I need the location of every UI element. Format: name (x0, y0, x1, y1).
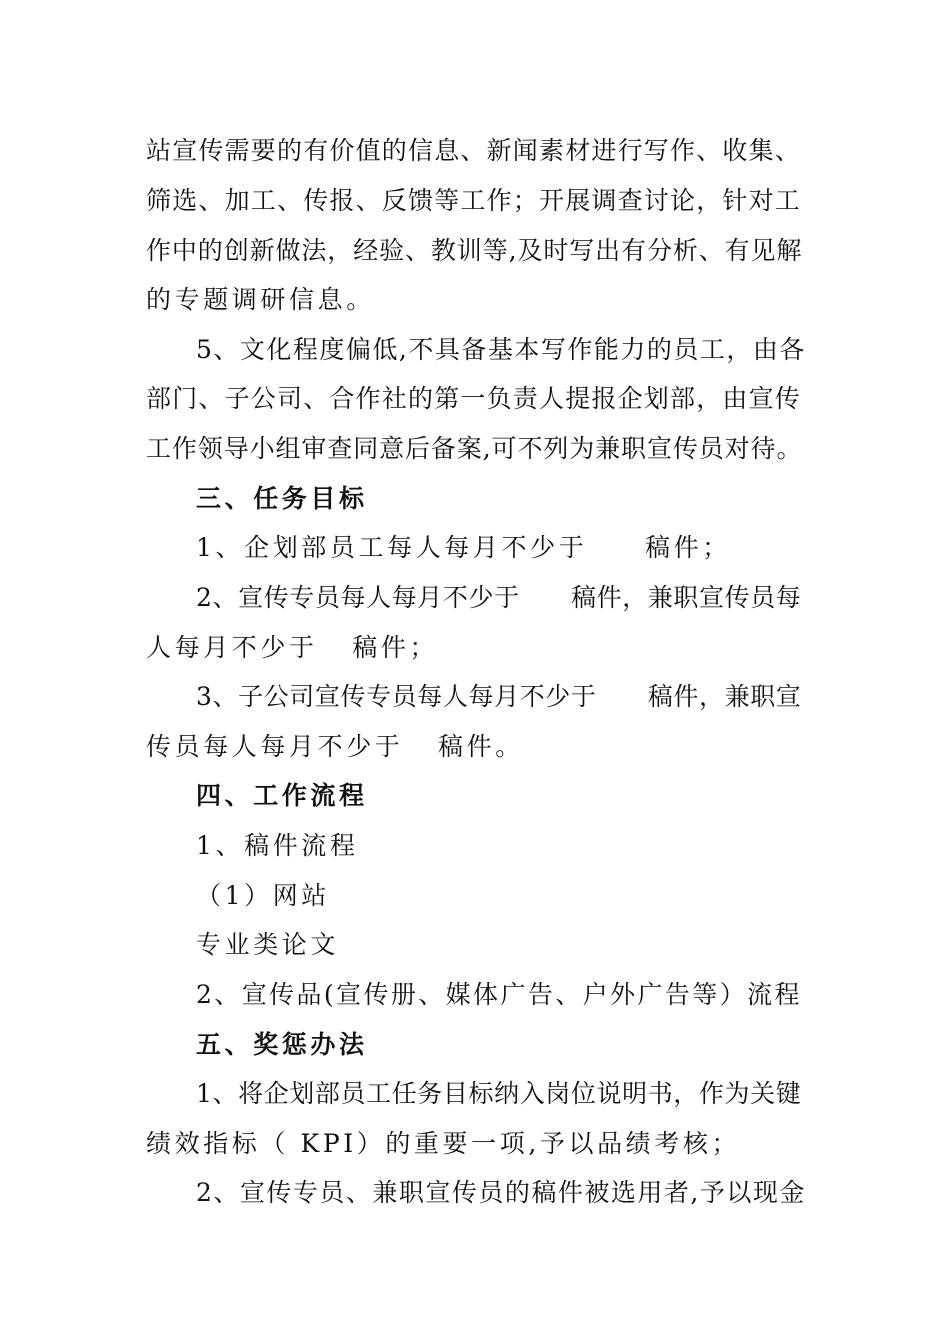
body-text-line: 5、文化程度偏低,不具备基本写作能力的员工，由各 (196, 335, 806, 364)
body-text-line: 2、宣传专员每人每月不少于 稿件，兼职宣传员每 (196, 583, 802, 612)
body-text-line: 1、将企划部员工任务目标纳入岗位说明书，作为关键 (196, 1079, 802, 1108)
body-text-line: 工作领导小组审查同意后备案,可不列为兼职宣传员对待。 (146, 434, 803, 463)
body-text-line: 筛选、加工、传报、反馈等工作；开展调查讨论，针对工 (146, 186, 802, 215)
body-text-line: 站宣传需要的有价值的信息、新闻素材进行写作、收集、 (146, 136, 802, 165)
body-text-line: 人每月不少于 稿件； (146, 633, 439, 662)
body-text-line: 专业类论文 (196, 930, 340, 959)
body-text-line: 部门、子公司、合作社的第一负责人提报企划部，由宣传 (146, 384, 802, 413)
body-text-line: 3、子公司宣传专员每人每月不少于 稿件，兼职宣 (196, 682, 802, 711)
body-text-line: 2、宣传专员、兼职宣传员的稿件被选用者,予以现金 (196, 1178, 806, 1207)
body-text-line: 1、企划部员工每人每月不少于 稿件； (196, 533, 731, 562)
body-text-line: 1、稿件流程 (196, 831, 359, 860)
section-heading: 五、奖惩办法 (196, 1030, 368, 1059)
section-heading: 三、任务目标 (196, 484, 368, 513)
body-text-line: 作中的创新做法，经验、教训等,及时写出有分析、有见解 (146, 236, 803, 265)
body-text-line: 2、宣传品(宣传册、媒体广告、户外广告等）流程 (196, 980, 802, 1009)
body-text-line: 绩效指标（ KPI）的重要一项,予以品绩考核； (146, 1129, 741, 1158)
body-text-line: 传员每人每月不少于 稿件。 (146, 732, 524, 761)
body-text-line: （1）网站 (196, 881, 330, 910)
body-text-line: 的专题调研信息。 (146, 285, 375, 314)
section-heading: 四、工作流程 (196, 781, 368, 810)
